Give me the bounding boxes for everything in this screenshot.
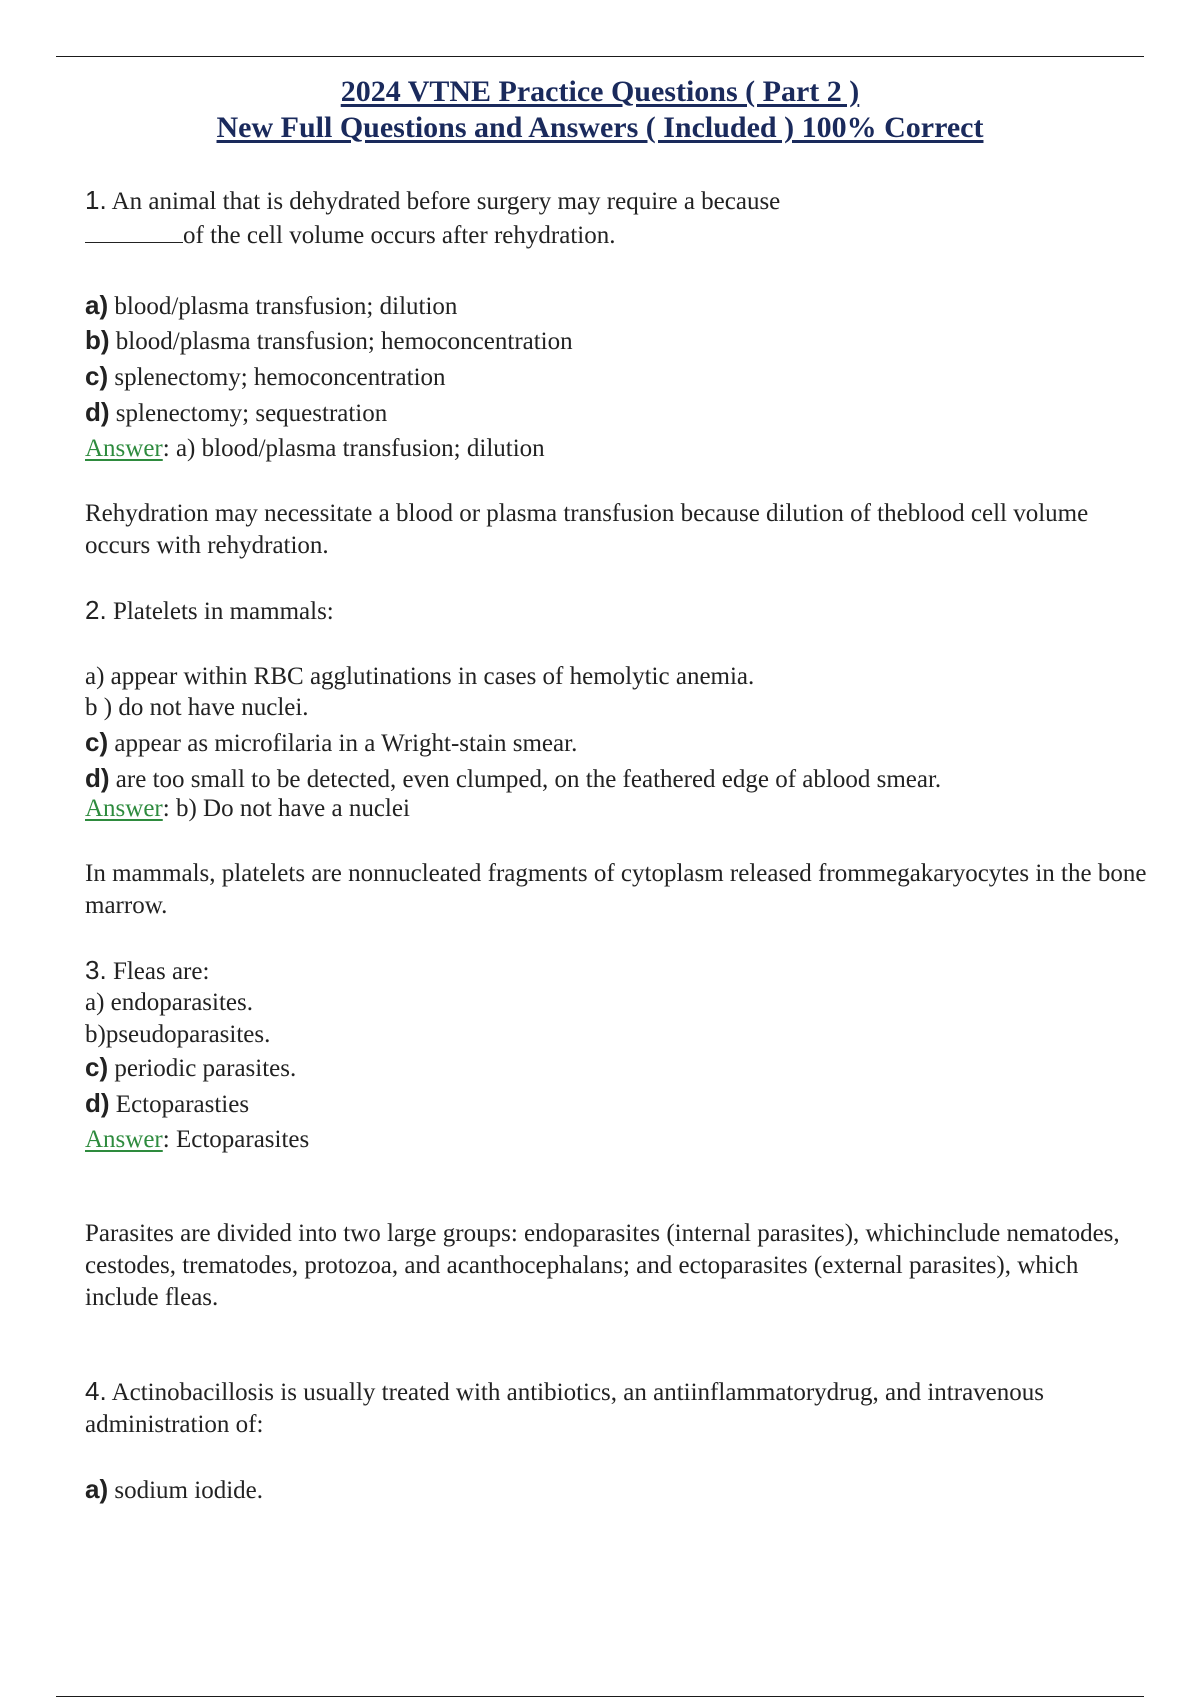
question-text: An animal that is dehydrated before surgery may require a because — [111, 188, 781, 215]
option-text: periodic parasites. — [114, 1055, 297, 1082]
option-letter: d) — [85, 763, 110, 793]
answer-label: Answer — [85, 795, 163, 822]
option-text: Ectoparasties — [115, 1091, 250, 1118]
option-a — [85, 661, 754, 693]
option-letter: d) — [85, 1088, 110, 1118]
answer-line — [85, 1124, 309, 1156]
option-b — [85, 324, 573, 358]
option-d — [85, 396, 387, 430]
option-letter: c) — [85, 1052, 109, 1082]
question-4 — [85, 1375, 1150, 1441]
answer-label: Answer — [85, 1126, 163, 1153]
question-1 — [85, 184, 780, 218]
option-letter: d) — [85, 397, 110, 427]
option-letter: c) — [85, 727, 109, 757]
explanation: In mammals, platelets are nonnucleated fragments of cytoplasm released frommegakaryocytes in the bone marrow. — [85, 860, 1147, 919]
option-text: splenectomy; sequestration — [115, 400, 388, 427]
option-text: appear within RBC agglutinations in cases of hemolytic anemia. — [110, 663, 755, 690]
option-c — [85, 726, 577, 760]
option-a — [85, 1473, 263, 1507]
explanation: Parasites are divided into two large groups: endoparasites (internal parasites), whichinclude nematodes, cestodes, trematodes, protozoa, and acanthocephalans; and ectoparasites (external parasites), which include fleas. — [85, 1220, 1120, 1311]
option-letter: a) — [85, 989, 105, 1016]
answer-line — [85, 793, 410, 825]
question-number: 3. — [85, 955, 107, 985]
question-text: Actinobacillosis is usually treated with antibiotics, an antiinflammatorydrug, and intravenous administration of: — [85, 1379, 1044, 1438]
bottom-rule — [56, 1696, 1144, 1697]
question-2 — [85, 594, 334, 628]
option-letter: a) — [85, 1474, 109, 1504]
option-a — [85, 987, 253, 1019]
option-text: appear as microfilaria in a Wright-stain smear. — [114, 730, 578, 757]
option-text: blood/plasma transfusion; dilution — [114, 293, 458, 320]
option-d — [85, 762, 941, 796]
fill-in-blank — [85, 222, 183, 243]
answer-text: : a) blood/plasma transfusion; dilution — [162, 435, 545, 462]
option-letter: b) — [85, 325, 110, 355]
option-c — [85, 360, 446, 394]
top-rule — [56, 56, 1144, 57]
explanation: Rehydration may necessitate a blood or plasma transfusion because dilution of theblood cell volume occurs with rehydration. — [85, 500, 1089, 559]
option-text: are too small to be detected, even clumped, on the feathered edge of ablood smear. — [115, 766, 942, 793]
question-text: Fleas are: — [112, 958, 210, 985]
option-text: blood/plasma transfusion; hemoconcentration — [115, 328, 573, 355]
answer-text: : Ectoparasites — [162, 1126, 310, 1153]
option-d — [85, 1087, 249, 1121]
option-letter: c) — [85, 361, 109, 391]
option-letter: b) — [85, 1021, 106, 1048]
answer-text: : b) Do not have a nuclei — [162, 795, 410, 822]
option-text: pseudoparasites. — [105, 1021, 271, 1048]
option-b — [85, 1019, 270, 1051]
question-3 — [85, 954, 209, 988]
page-title: 2024 VTNE Practice Questions ( Part 2 ) — [340, 75, 860, 108]
option-text: do not have nuclei. — [118, 694, 309, 721]
question-number: 2. — [85, 595, 107, 625]
question-1-line2 — [85, 220, 615, 252]
option-c — [85, 1051, 296, 1085]
question-text: Platelets in mammals: — [112, 598, 334, 625]
page-subtitle: New Full Questions and Answers ( Included ) 100% Correct — [216, 111, 984, 144]
option-letter: b ) — [85, 694, 113, 721]
answer-label: Answer — [85, 435, 163, 462]
option-text: sodium iodide. — [114, 1477, 263, 1504]
answer-line — [85, 433, 545, 465]
question-number: 1. — [85, 185, 107, 215]
option-text: splenectomy; hemoconcentration — [114, 364, 446, 391]
option-b — [85, 692, 309, 724]
question-text: of the cell volume occurs after rehydration. — [183, 222, 616, 249]
option-letter: a) — [85, 663, 105, 690]
option-letter: a) — [85, 290, 109, 320]
question-number: 4. — [85, 1376, 107, 1406]
option-text: endoparasites. — [110, 989, 253, 1016]
option-a — [85, 289, 457, 323]
